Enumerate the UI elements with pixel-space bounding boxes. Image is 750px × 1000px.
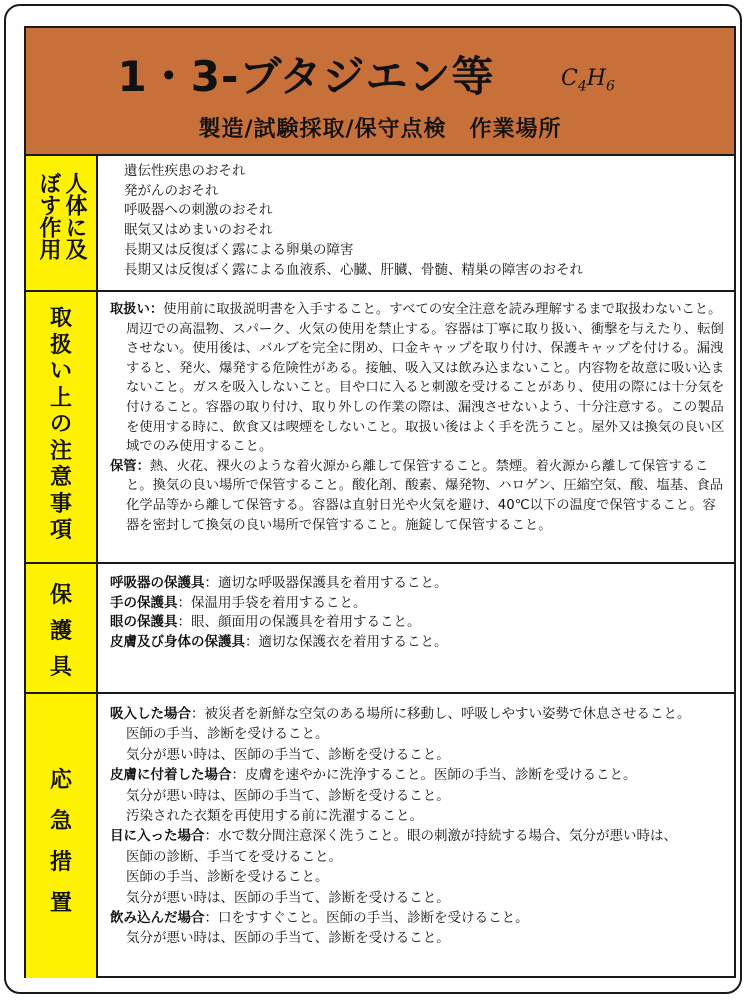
list-item: 呼吸器への刺激のおそれ (124, 202, 273, 219)
sign-frame (24, 26, 736, 978)
list-item (110, 633, 726, 653)
item-text: ：被災者を新鮮な空気のある場所に移動し、呼吸しやすい姿勢で休息させること。 (191, 706, 691, 722)
item-title: 眼の保護具 (110, 614, 178, 631)
storage-paragraph (110, 457, 726, 535)
first-aid-item (110, 765, 726, 785)
list-item: 眠気又はめまいのおそれ (124, 222, 273, 239)
item-text: ：眼、顔面用の保護具を着用すること。 (177, 614, 421, 631)
section-label-handling (26, 292, 98, 564)
section-first-aid (26, 692, 734, 978)
list-item (110, 574, 726, 594)
list-item: 長期又は反復ばく露による卵巣の障害 (124, 241, 354, 258)
label-char: 事 (49, 491, 72, 517)
sign-board (4, 4, 742, 994)
item-text: ：口をすすぐこと。医師の手当、診断を受けること。 (204, 910, 529, 927)
item-title: 手の保護具 (110, 594, 178, 611)
label-char: 応 (49, 768, 72, 793)
label-char: 保 (49, 583, 72, 608)
handling-heading: 取扱い： (110, 302, 164, 317)
label-char: 扱 (49, 332, 72, 358)
section-handling (26, 290, 734, 564)
label-char: 急 (49, 809, 72, 834)
list-item (110, 613, 726, 633)
handling-body: 使用前に取扱説明書を入手すること。すべての安全注意を読み理解するまで取扱わないこと。周辺での高温物、スパーク、火気の使用を禁止する。容器は丁寧に取り扱い、衝撃を与えたり、転倒させない。使用後は、バルブを完全に閉め、口金キャップを取り付け、保護キャップを付ける。漏洩すると、発火、爆発する危険性がある。接触、吸入又は飲み込まないこと。内容物を故意に吸い込まないこと。ガスを吸入しないこと。目や口に入ると刺激を受けることがあり、使用の際には十分気を付けること。容器の取り付け、取り外しの作業の際は、漏洩させないよう、十分注意する。この製品を使用する時に、飲食又は喫煙をしないこと。取扱い後はよく手を洗うこと。屋外又は換気の良い区域でのみ使用すること。 (126, 302, 725, 455)
item-title: 吸入した場合 (110, 706, 191, 722)
storage-body: 熱、火花、裸火のような着火源から離して保管すること。禁煙。着火源から離して保管すること。換気の良い場所で保管すること。酸化剤、酸素、爆発物、ハロゲン、圧縮空気、酸、塩基、食品化学品等から離して保管する。容器は直射日光や火気を避け、40℃以下の温度で保管すること。容器を密封して換気の良い場所で保管すること。施錠して保管すること。 (126, 458, 724, 533)
item-text: ：適切な保護衣を着用すること。 (245, 634, 448, 651)
item-title: 皮膚に付着した場合 (110, 767, 232, 784)
chemical-formula: $C_4H_6$ (561, 66, 615, 95)
label-char: 護 (49, 619, 72, 644)
substance-title: 1・3-ブタジエン等 (117, 52, 495, 101)
list-item: 長期又は反復ばく露による血液系、心臓、肝臓、骨髄、精巣の障害のおそれ (124, 261, 583, 278)
first-aid-subline: 気分が悪い時は、医師の手当て、診断を受けること。 (126, 889, 450, 906)
label-char: 取 (49, 306, 72, 331)
section-label-protection (26, 564, 98, 694)
handling-label (26, 306, 96, 545)
item-text: ：保温用手袋を着用すること。 (177, 594, 367, 611)
label-char: 意 (49, 465, 72, 490)
first-aid-item (110, 826, 726, 846)
label-char: 置 (49, 891, 72, 916)
label-char: 注 (49, 438, 72, 464)
section-label-health-effects (26, 156, 98, 292)
item-title: 目に入った場合 (110, 828, 205, 845)
section-health-effects (26, 154, 734, 292)
handling-paragraph (110, 300, 726, 457)
label-char: 上 (49, 385, 72, 411)
list-item: 遺伝性疾患のおそれ (124, 163, 246, 179)
label-char: い (49, 359, 72, 384)
label-char: 項 (49, 518, 72, 543)
item-text: ：水で数分間注意深く洗うこと。眼の刺激が持続する場合、気分が悪い時は、 (204, 828, 677, 845)
first-aid-subline: 気分が悪い時は、医師の手当て、診断を受けること。 (126, 930, 450, 947)
label-col-right: 人体に及 (62, 172, 87, 260)
protection-list (110, 574, 726, 653)
first-aid-subline: 汚染された衣類を再使用する前に洗濯すること。 (126, 808, 423, 825)
header-banner (26, 28, 734, 156)
handling-text (110, 300, 726, 535)
label-char: 具 (49, 655, 72, 680)
first-aid-subline: 気分が悪い時は、医師の手当て、診断を受けること。 (126, 787, 450, 804)
label-col-left: ぼす作用 (36, 172, 61, 260)
workplace-subtitle: 製造/試験採取/保守点検 作業場所 (198, 117, 562, 142)
first-aid-subline: 医師の手当、診断を受けること。 (126, 726, 329, 743)
protection-label (26, 578, 96, 686)
section-protection (26, 562, 734, 694)
first-aid-text (110, 704, 726, 949)
item-title: 皮膚及び身体の保護具 (110, 634, 245, 651)
list-item (110, 594, 726, 614)
storage-heading: 保管： (110, 458, 150, 474)
item-title: 飲み込んだ場合 (110, 910, 205, 927)
item-text: ：皮膚を速やかに洗浄すること。医師の手当、診断を受けること。 (231, 767, 637, 784)
first-aid-subline: 医師の診断、手当てを受けること。 (126, 848, 342, 865)
first-aid-label (26, 760, 96, 924)
health-effects-list (124, 162, 726, 280)
first-aid-subline: 気分が悪い時は、医師の手当て、診断を受けること。 (126, 746, 450, 763)
item-title: 呼吸器の保護具 (110, 575, 205, 591)
label-char: の (49, 412, 72, 437)
first-aid-subline: 医師の手当、診断を受けること。 (126, 869, 329, 886)
first-aid-item (110, 908, 726, 928)
item-text: ：適切な呼吸器保護具を着用すること。 (204, 575, 448, 591)
section-label-first-aid (26, 694, 98, 978)
list-item: 発がんのおそれ (124, 182, 219, 199)
label-char: 措 (49, 850, 72, 875)
first-aid-item (110, 704, 726, 724)
